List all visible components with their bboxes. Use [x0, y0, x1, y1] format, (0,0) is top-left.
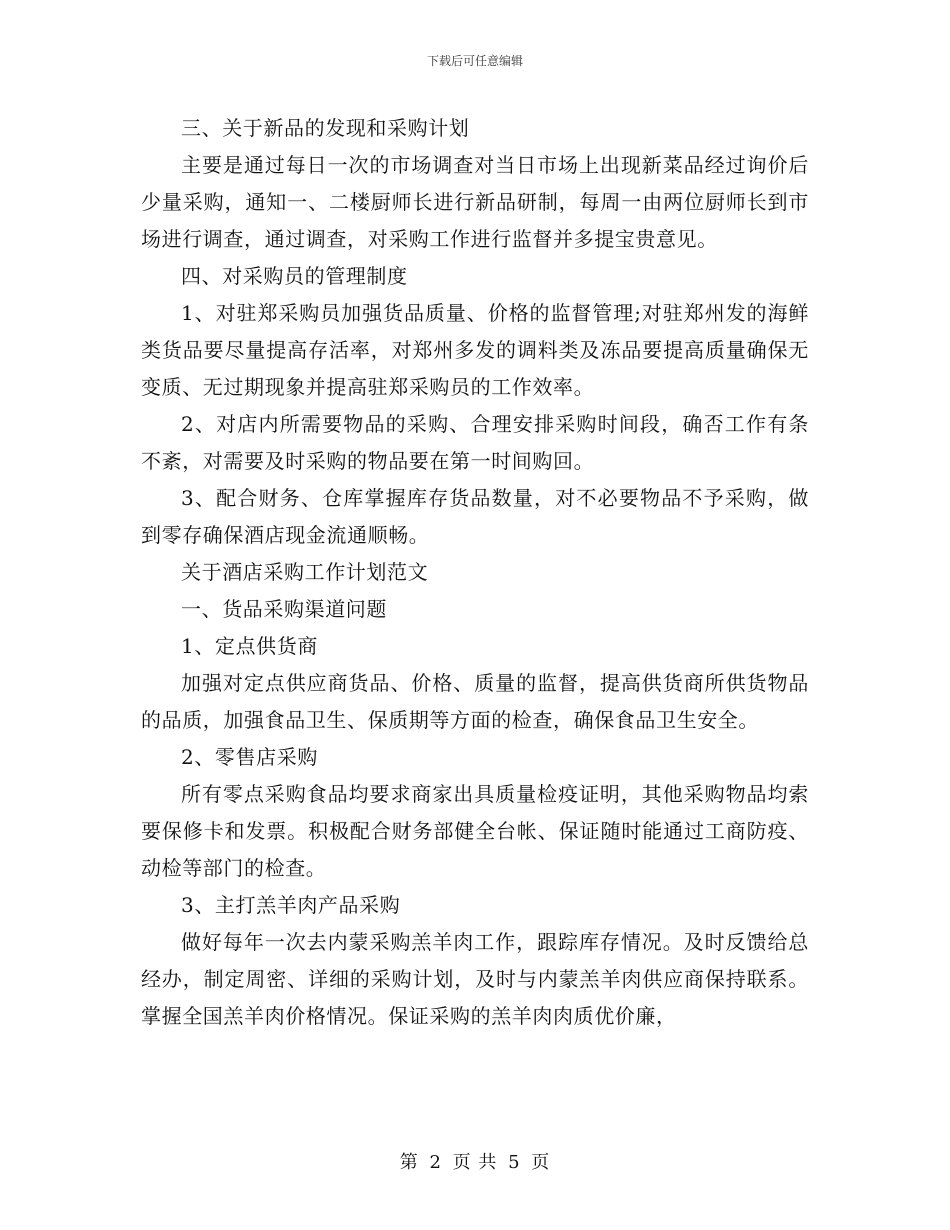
page-suffix: 页 [531, 1152, 551, 1173]
body-paragraph: 主要是通过每日一次的市场调查对当日市场上出现新菜品经过询价后少量采购，通知一、二楼厨师长进行新品研制，每周一由两位厨师长到市场进行调查，通过调查，对采购工作进行监督并多提宝贵意见。 [141, 153, 809, 251]
section-heading: 四、对采购员的管理制度 [181, 264, 408, 288]
body-paragraph: 1、对驻郑采购员加强货品质量、价格的监督管理;对驻郑州发的海鲜类货品要尽量提高存活率，对郑州多发的调料类及冻品要提高质量确保无变质、无过期现象并提高驻郑采购员的工作效率。 [141, 301, 809, 399]
page-middle: 页 共 [452, 1152, 498, 1173]
body-paragraph: 2、对店内所需要物品的采购、合理安排采购时间段，确否工作有条不紊，对需要及时采购的物品要在第一时间购回。 [141, 412, 809, 473]
body-paragraph: 所有零点采购食品均要求商家出具质量检疫证明，其他采购物品均索要保修卡和发票。积极配合财务部健全台帐、保证随时能通过工商防疫、动检等部门的检查。 [141, 782, 809, 880]
page-prefix: 第 [399, 1152, 419, 1173]
total-pages: 5 [508, 1152, 521, 1173]
current-page: 2 [429, 1152, 442, 1173]
subsection-heading: 3、主打羔羊肉产品采购 [181, 893, 401, 917]
section-heading: 三、关于新品的发现和采购计划 [181, 116, 470, 140]
section-heading: 一、货品采购渠道问题 [181, 597, 387, 621]
subsection-heading: 2、零售店采购 [181, 745, 318, 769]
body-paragraph: 做好每年一次去内蒙采购羔羊肉工作，跟踪库存情况。及时反馈给总经办，制定周密、详细的采购计划，及时与内蒙羔羊肉供应商保持联系。掌握全国羔羊肉价格情况。保证采购的羔羊肉肉质优价廉， [141, 930, 809, 1028]
subsection-heading: 1、定点供货商 [181, 634, 318, 658]
page-number-footer [0, 1148, 950, 1174]
document-body [141, 110, 809, 1035]
page-header-note: 下载后可任意编辑 [426, 54, 523, 68]
body-paragraph: 3、配合财务、仓库掌握库存货品数量，对不必要物品不予采购，做到零存确保酒店现金流通顺畅。 [141, 486, 809, 547]
body-paragraph: 加强对定点供应商货品、价格、质量的监督，提高供货商所供货物品的品质，加强食品卫生、保质期等方面的检查，确保食品卫生安全。 [141, 671, 809, 732]
document-title: 关于酒店采购工作计划范文 [181, 560, 429, 584]
